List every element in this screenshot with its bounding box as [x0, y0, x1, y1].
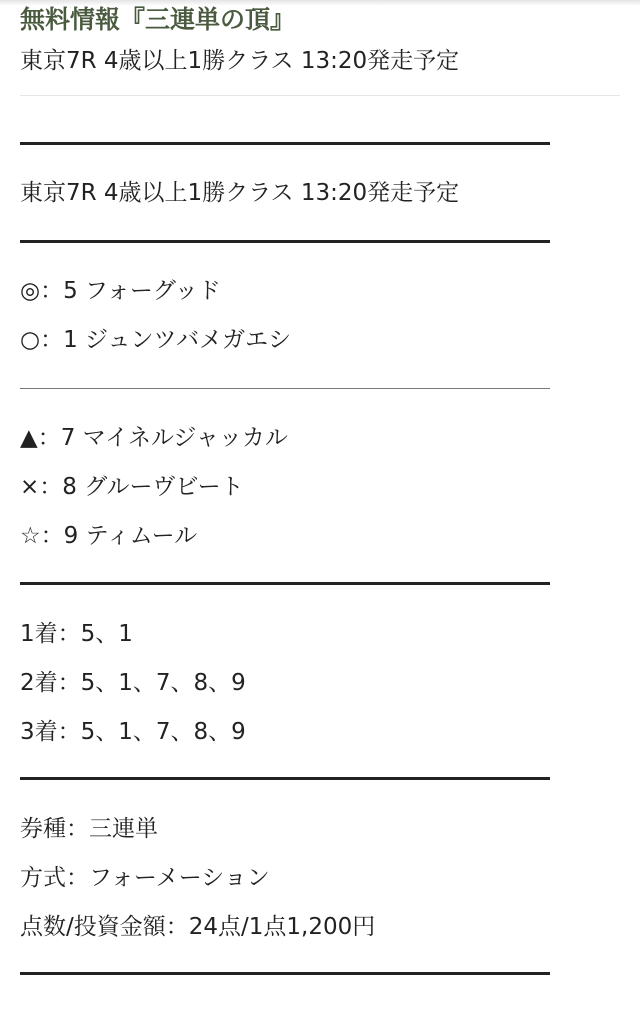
divider	[20, 582, 550, 585]
bet-value: 三連単	[89, 816, 158, 842]
separator: ：	[66, 865, 89, 891]
pick-tanana	[20, 422, 288, 454]
bet-value: フォーメーション	[89, 865, 270, 891]
bet-label: 点数/投資金額	[20, 914, 166, 940]
separator: ：	[40, 278, 64, 304]
bet-amount	[20, 911, 375, 943]
separator: ：	[40, 327, 64, 353]
renka-mark: ×	[20, 474, 40, 500]
pick-honmei	[20, 275, 221, 307]
bet-value: 24点/1点1,200円	[188, 914, 376, 940]
separator: ：	[57, 670, 81, 696]
divider	[20, 142, 550, 145]
divider	[20, 777, 550, 780]
separator: ：	[66, 816, 89, 842]
pick-horse: 7 マイネルジャッカル	[60, 425, 288, 451]
formation-third	[20, 716, 246, 748]
divider	[20, 240, 550, 243]
page-subtitle: 東京7R 4歳以上1勝クラス 13:20発走予定	[20, 48, 460, 74]
horse-numbers: 5、1、7、8、9	[80, 670, 246, 696]
bet-label: 券種	[20, 816, 66, 842]
separator: ：	[165, 914, 189, 940]
pick-horse: 5 フォーグッド	[63, 278, 221, 304]
separator: ：	[37, 425, 61, 451]
separator: ：	[57, 719, 81, 745]
divider	[20, 972, 550, 975]
separator: ：	[40, 523, 64, 549]
bet-type	[20, 813, 158, 845]
pick-hoshi	[20, 520, 197, 552]
horse-numbers: 5、1	[80, 621, 133, 647]
race-info: 東京7R 4歳以上1勝クラス 13:20発走予定	[20, 180, 460, 206]
star-mark: ☆	[20, 523, 41, 549]
taikou-mark: ○	[20, 327, 41, 353]
thin-divider	[20, 388, 550, 389]
pick-renka	[20, 471, 244, 503]
bet-method	[20, 862, 270, 894]
bet-label: 方式	[20, 865, 66, 891]
honmei-mark: ◎	[20, 278, 41, 304]
tanana-mark: ▲	[20, 425, 38, 451]
formation-second	[20, 667, 246, 699]
place-label: 2着	[20, 670, 58, 696]
pick-horse: 8 グルーヴビート	[62, 474, 244, 500]
place-label: 1着	[20, 621, 58, 647]
horse-numbers: 5、1、7、8、9	[80, 719, 246, 745]
pick-horse: 1 ジュンツバメガエシ	[63, 327, 292, 353]
formation-first	[20, 618, 133, 650]
header-divider	[20, 95, 620, 96]
separator: ：	[39, 474, 63, 500]
page-title: 無料情報『三連単の頂』	[20, 5, 296, 34]
separator: ：	[57, 621, 81, 647]
pick-taikou	[20, 324, 291, 356]
place-label: 3着	[20, 719, 58, 745]
pick-horse: 9 ティムール	[63, 523, 198, 549]
